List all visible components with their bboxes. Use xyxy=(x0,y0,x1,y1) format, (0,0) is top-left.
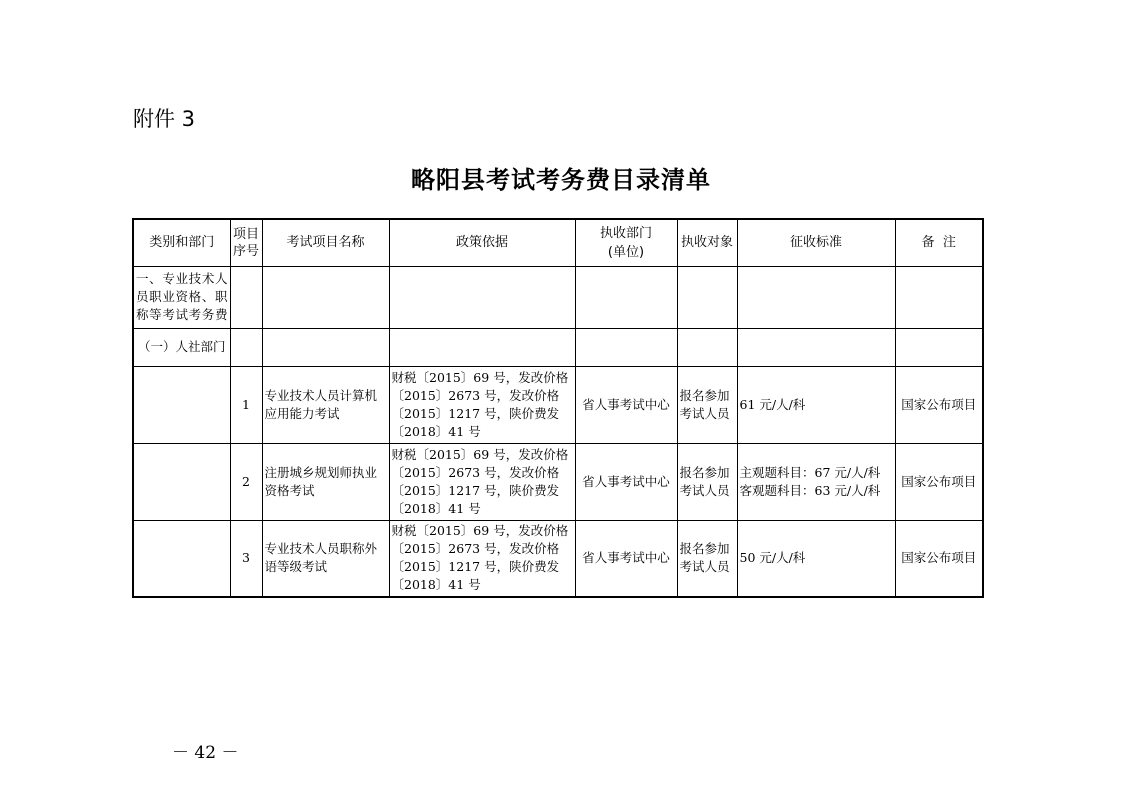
item-standard: 主观题科目：67 元/人/科 客观题科目：63 元/人/科 xyxy=(737,443,895,520)
header-name: 考试项目名称 xyxy=(262,219,389,266)
item-dept: 省人事考试中心 xyxy=(575,520,677,597)
item-remark: 国家公布项目 xyxy=(895,520,983,597)
document-title: 略阳县考试考务费目录清单 xyxy=(411,165,711,194)
page-number: － 42 － xyxy=(172,743,239,763)
item-policy: 财税〔2015〕69 号，发改价格 〔2015〕2673 号，发改价格 〔2015〕1217 号，陕价费发 〔2018〕41 号 xyxy=(389,520,575,597)
item-policy: 财税〔2015〕69 号，发改价格 〔2015〕2673 号，发改价格 〔2015〕1217 号，陕价费发 〔2018〕41 号 xyxy=(389,366,575,443)
item-dept: 省人事考试中心 xyxy=(575,366,677,443)
item-target: 报名参加考试人员 xyxy=(677,366,737,443)
header-policy: 政策依据 xyxy=(389,219,575,266)
header-dept: 执收部门(单位) xyxy=(575,219,677,266)
header-row xyxy=(133,219,983,266)
table-row xyxy=(133,366,983,443)
item-policy: 财税〔2015〕69 号，发改价格 〔2015〕2673 号，发改价格 〔2015〕1217 号，陕价费发 〔2018〕41 号 xyxy=(389,443,575,520)
item-name: 专业技术人员计算机应用能力考试 xyxy=(262,366,389,443)
header-target: 执收对象 xyxy=(677,219,737,266)
item-name: 注册城乡规划师执业资格考试 xyxy=(262,443,389,520)
item-target: 报名参加考试人员 xyxy=(677,443,737,520)
table-row xyxy=(133,520,983,597)
item-target: 报名参加考试人员 xyxy=(677,520,737,597)
item-seq: 2 xyxy=(230,443,262,520)
subcategory-cell: （一）人社部门 xyxy=(133,328,230,366)
header-standard: 征收标准 xyxy=(737,219,895,266)
header-seq: 项目序号 xyxy=(230,219,262,266)
attachment-label: 附件 3 xyxy=(133,107,196,131)
header-remark: 备 注 xyxy=(895,219,983,266)
item-seq: 3 xyxy=(230,520,262,597)
item-seq: 1 xyxy=(230,366,262,443)
category-row xyxy=(133,266,983,328)
item-remark: 国家公布项目 xyxy=(895,443,983,520)
category-cell: 一、专业技术人员职业资格、职称等考试考务费 xyxy=(133,266,230,328)
item-standard: 50 元/人/科 xyxy=(737,520,895,597)
header-category: 类别和部门 xyxy=(133,219,230,266)
table-row xyxy=(133,443,983,520)
item-name: 专业技术人员职称外语等级考试 xyxy=(262,520,389,597)
item-dept: 省人事考试中心 xyxy=(575,443,677,520)
item-remark: 国家公布项目 xyxy=(895,366,983,443)
item-standard: 61 元/人/科 xyxy=(737,366,895,443)
fee-table xyxy=(132,218,984,598)
subcategory-row xyxy=(133,328,983,366)
